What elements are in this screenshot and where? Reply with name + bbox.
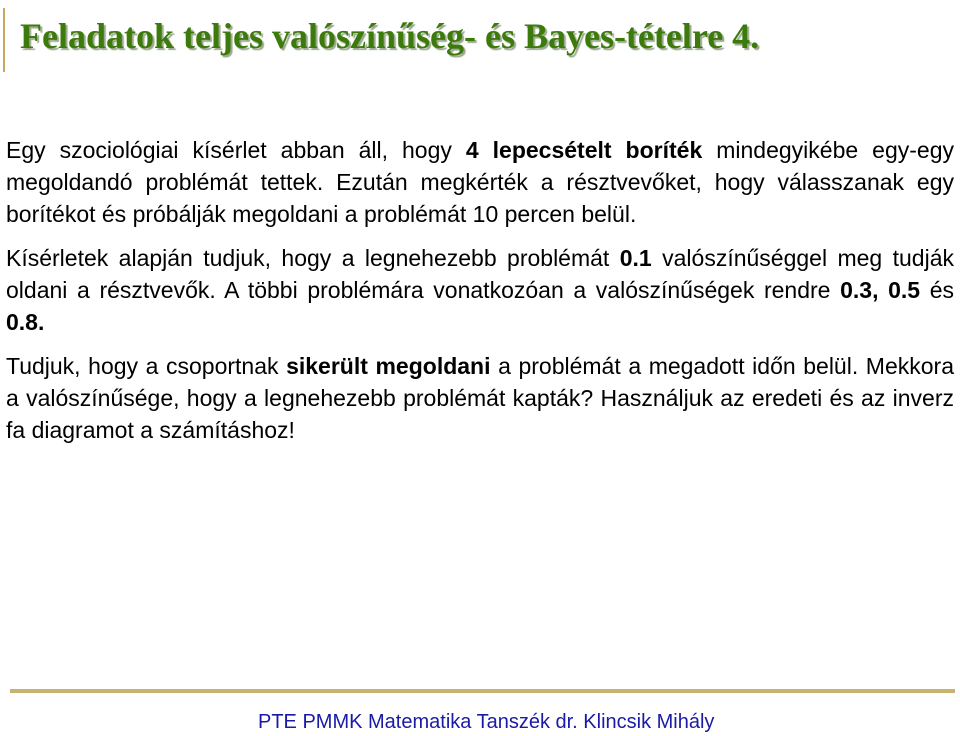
paragraph-1 [6, 134, 954, 230]
slide-body [6, 134, 954, 446]
paragraph-1-run-3: mindegyikébe egy-egy megoldandó problémát tettek. Ezután megkérték a résztvevőket, hogy válasszanak egy borítékot és próbálják megoldani a problémát 10 percen belül. [6, 137, 954, 227]
title-accent-rule [3, 8, 5, 72]
paragraph-3-run-2: sikerült megoldani [286, 353, 491, 379]
paragraph-1-run-2: 4 lepecsételt boríték [465, 137, 703, 163]
paragraph-2-run-3: valószínűséggel meg tudják oldani a résztvevők. A többi problémára vonatkozóan a valószínűségek rendre [6, 245, 954, 303]
paragraph-2-run-5: és [920, 277, 955, 303]
paragraph-2-run-1: Kísérletek alapján tudjuk, hogy a legnehezebb problémát [6, 245, 620, 271]
paragraph-2-run-6: 0.8. [6, 309, 45, 335]
paragraph-2 [6, 242, 954, 338]
paragraph-1-run-1: Egy szociológiai kísérlet abban áll, hogy [6, 137, 466, 163]
paragraph-3-run-1: Tudjuk, hogy a csoportnak [6, 353, 287, 379]
paragraph-2-run-4: 0.3, 0.5 [840, 277, 921, 303]
paragraph-3-run-3: a problémát a megadott időn belül. Mekkora a valószínűsége, hogy a legnehezebb problémát kapták? Használjuk az eredeti és az inverz fa diagramot a számításhoz! [6, 353, 954, 443]
paragraph-2-run-2: 0.1 [619, 245, 652, 271]
slide-title-bar [0, 0, 960, 78]
slide-footer: PTE PMMK Matematika Tanszék dr. Klincsik Mihály [258, 711, 715, 733]
footer-rule [10, 689, 955, 693]
paragraph-3 [6, 350, 954, 446]
slide-title: Feladatok teljes valószínűség- és Bayes-tételre 4. [20, 16, 760, 56]
